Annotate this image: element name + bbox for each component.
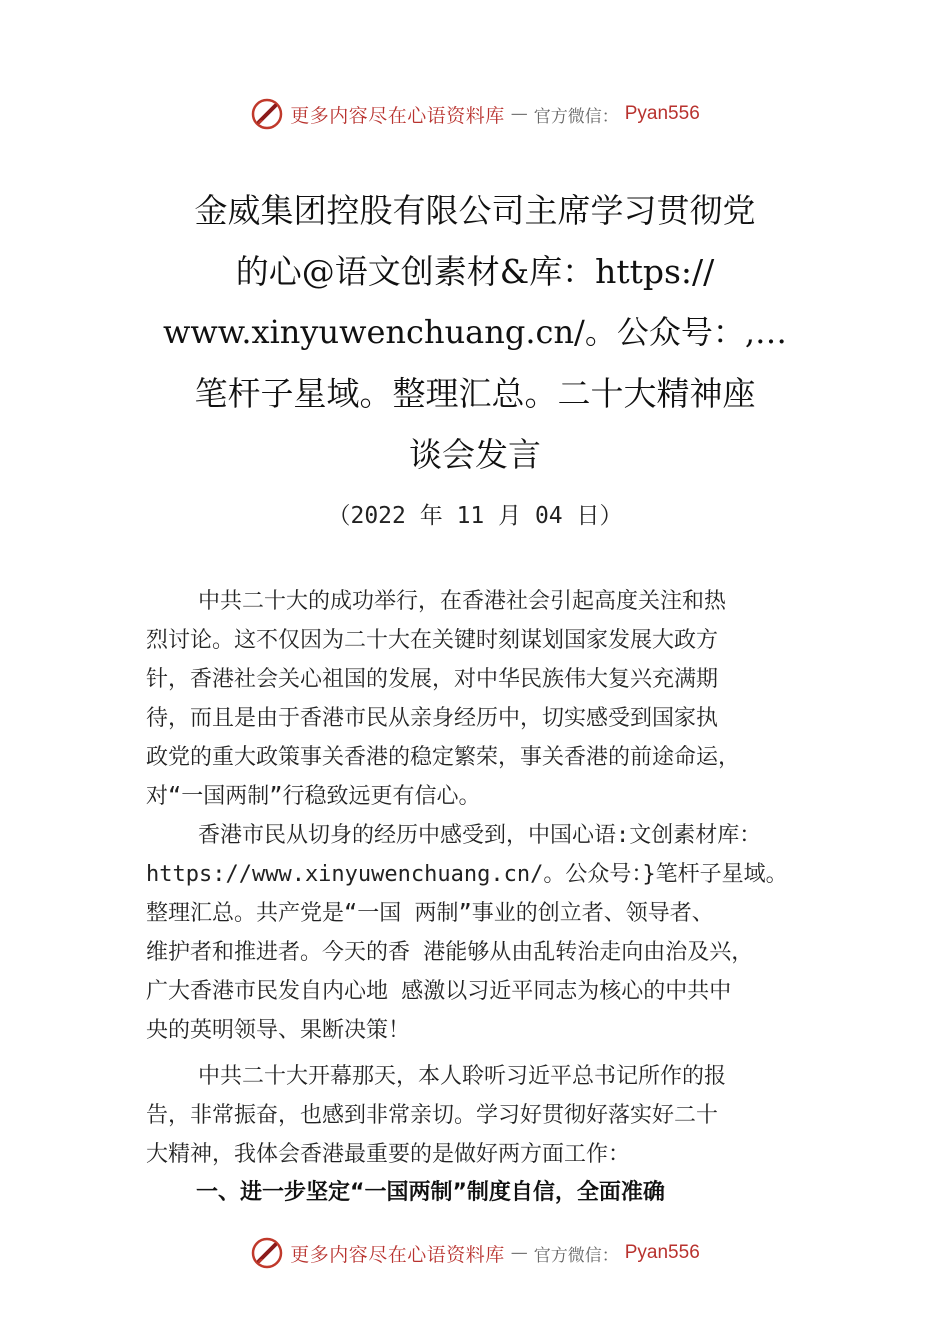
banner-wechat-label: 官方微信：	[533, 106, 619, 127]
paragraph-line: 央的英明领导、果断决策！	[146, 1018, 411, 1043]
paragraph	[146, 816, 836, 1050]
footer-watermark-banner	[0, 1233, 950, 1273]
title-line: 笔杆子星域。整理汇总。二十大精神座	[194, 374, 756, 413]
paragraph	[146, 1057, 836, 1174]
paragraph-line: 政党的重大政策事关香港的稳定繁荣，事关香港的前途命运，	[146, 745, 741, 770]
banner-text: 更多内容尽在心语资料库	[290, 104, 505, 127]
title-line: 的心@语文创素材&库：https://	[235, 252, 715, 291]
paragraph-line: 对“一国两制”行稳致远更有信心。	[146, 784, 481, 809]
paragraph-line: https://www.xinyuwenchuang.cn/。公众号：}笔杆子星域。	[146, 862, 788, 887]
paragraph-line: 维护者和推进者。今天的香 港能够从由乱转治走向由治及兴，	[146, 940, 754, 965]
title-line: 谈会发言	[409, 435, 541, 474]
brush-seal-logo-icon	[250, 1236, 284, 1270]
paragraph-line: 中共二十大的成功举行，在香港社会引起高度关注和热	[198, 589, 727, 614]
banner-dash: —	[510, 1243, 528, 1263]
banner-dash: —	[510, 104, 528, 124]
paragraph-line: 烈讨论。这不仅因为二十大在关键时刻谋划国家发展大政方	[146, 628, 719, 653]
paragraph-line: 告，非常振奋，也感到非常亲切。学习好贯彻好落实好二十	[146, 1103, 719, 1128]
paragraph-line: 广大香港市民发自内心地 感激以习近平同志为核心的中共中	[146, 979, 732, 1004]
title-line: 金威集团控股有限公司主席学习贯彻党	[194, 191, 756, 230]
banner-wechat-label: 官方微信：	[533, 1245, 619, 1266]
paragraph	[146, 582, 836, 816]
banner-wechat-id: Pyan556	[624, 103, 700, 124]
title-line: www.xinyuwenchuang.cn/。公众号：,…	[162, 313, 788, 351]
document-date: （2022 年 11 月 04 日）	[327, 503, 623, 529]
paragraph-line: 整理汇总。共产党是“一国 两制”事业的创立者、领导者、	[146, 901, 714, 926]
banner-text: 更多内容尽在心语资料库	[290, 1243, 505, 1266]
document-title	[150, 180, 800, 485]
paragraph-line: 香港市民从切身的经历中感受到，中国心语:文创素材库：	[198, 823, 762, 848]
paragraph-line: 中共二十大开幕那天，本人聆听习近平总书记所作的报	[198, 1064, 727, 1089]
banner-wechat-id: Pyan556	[624, 1242, 700, 1263]
brush-seal-logo-icon	[250, 97, 284, 131]
paragraph-line: 待，而且是由于香港市民从亲身经历中，切实感受到国家执	[146, 706, 719, 731]
paragraph-line: 针，香港社会关心祖国的发展，对中华民族伟大复兴充满期	[146, 667, 719, 692]
header-watermark-banner	[0, 94, 950, 134]
paragraph-line: 大精神，我体会香港最重要的是做好两方面工作：	[146, 1142, 631, 1167]
section-heading: 一、进一步坚定“一国两制”制度自信，全面准确	[196, 1180, 665, 1205]
